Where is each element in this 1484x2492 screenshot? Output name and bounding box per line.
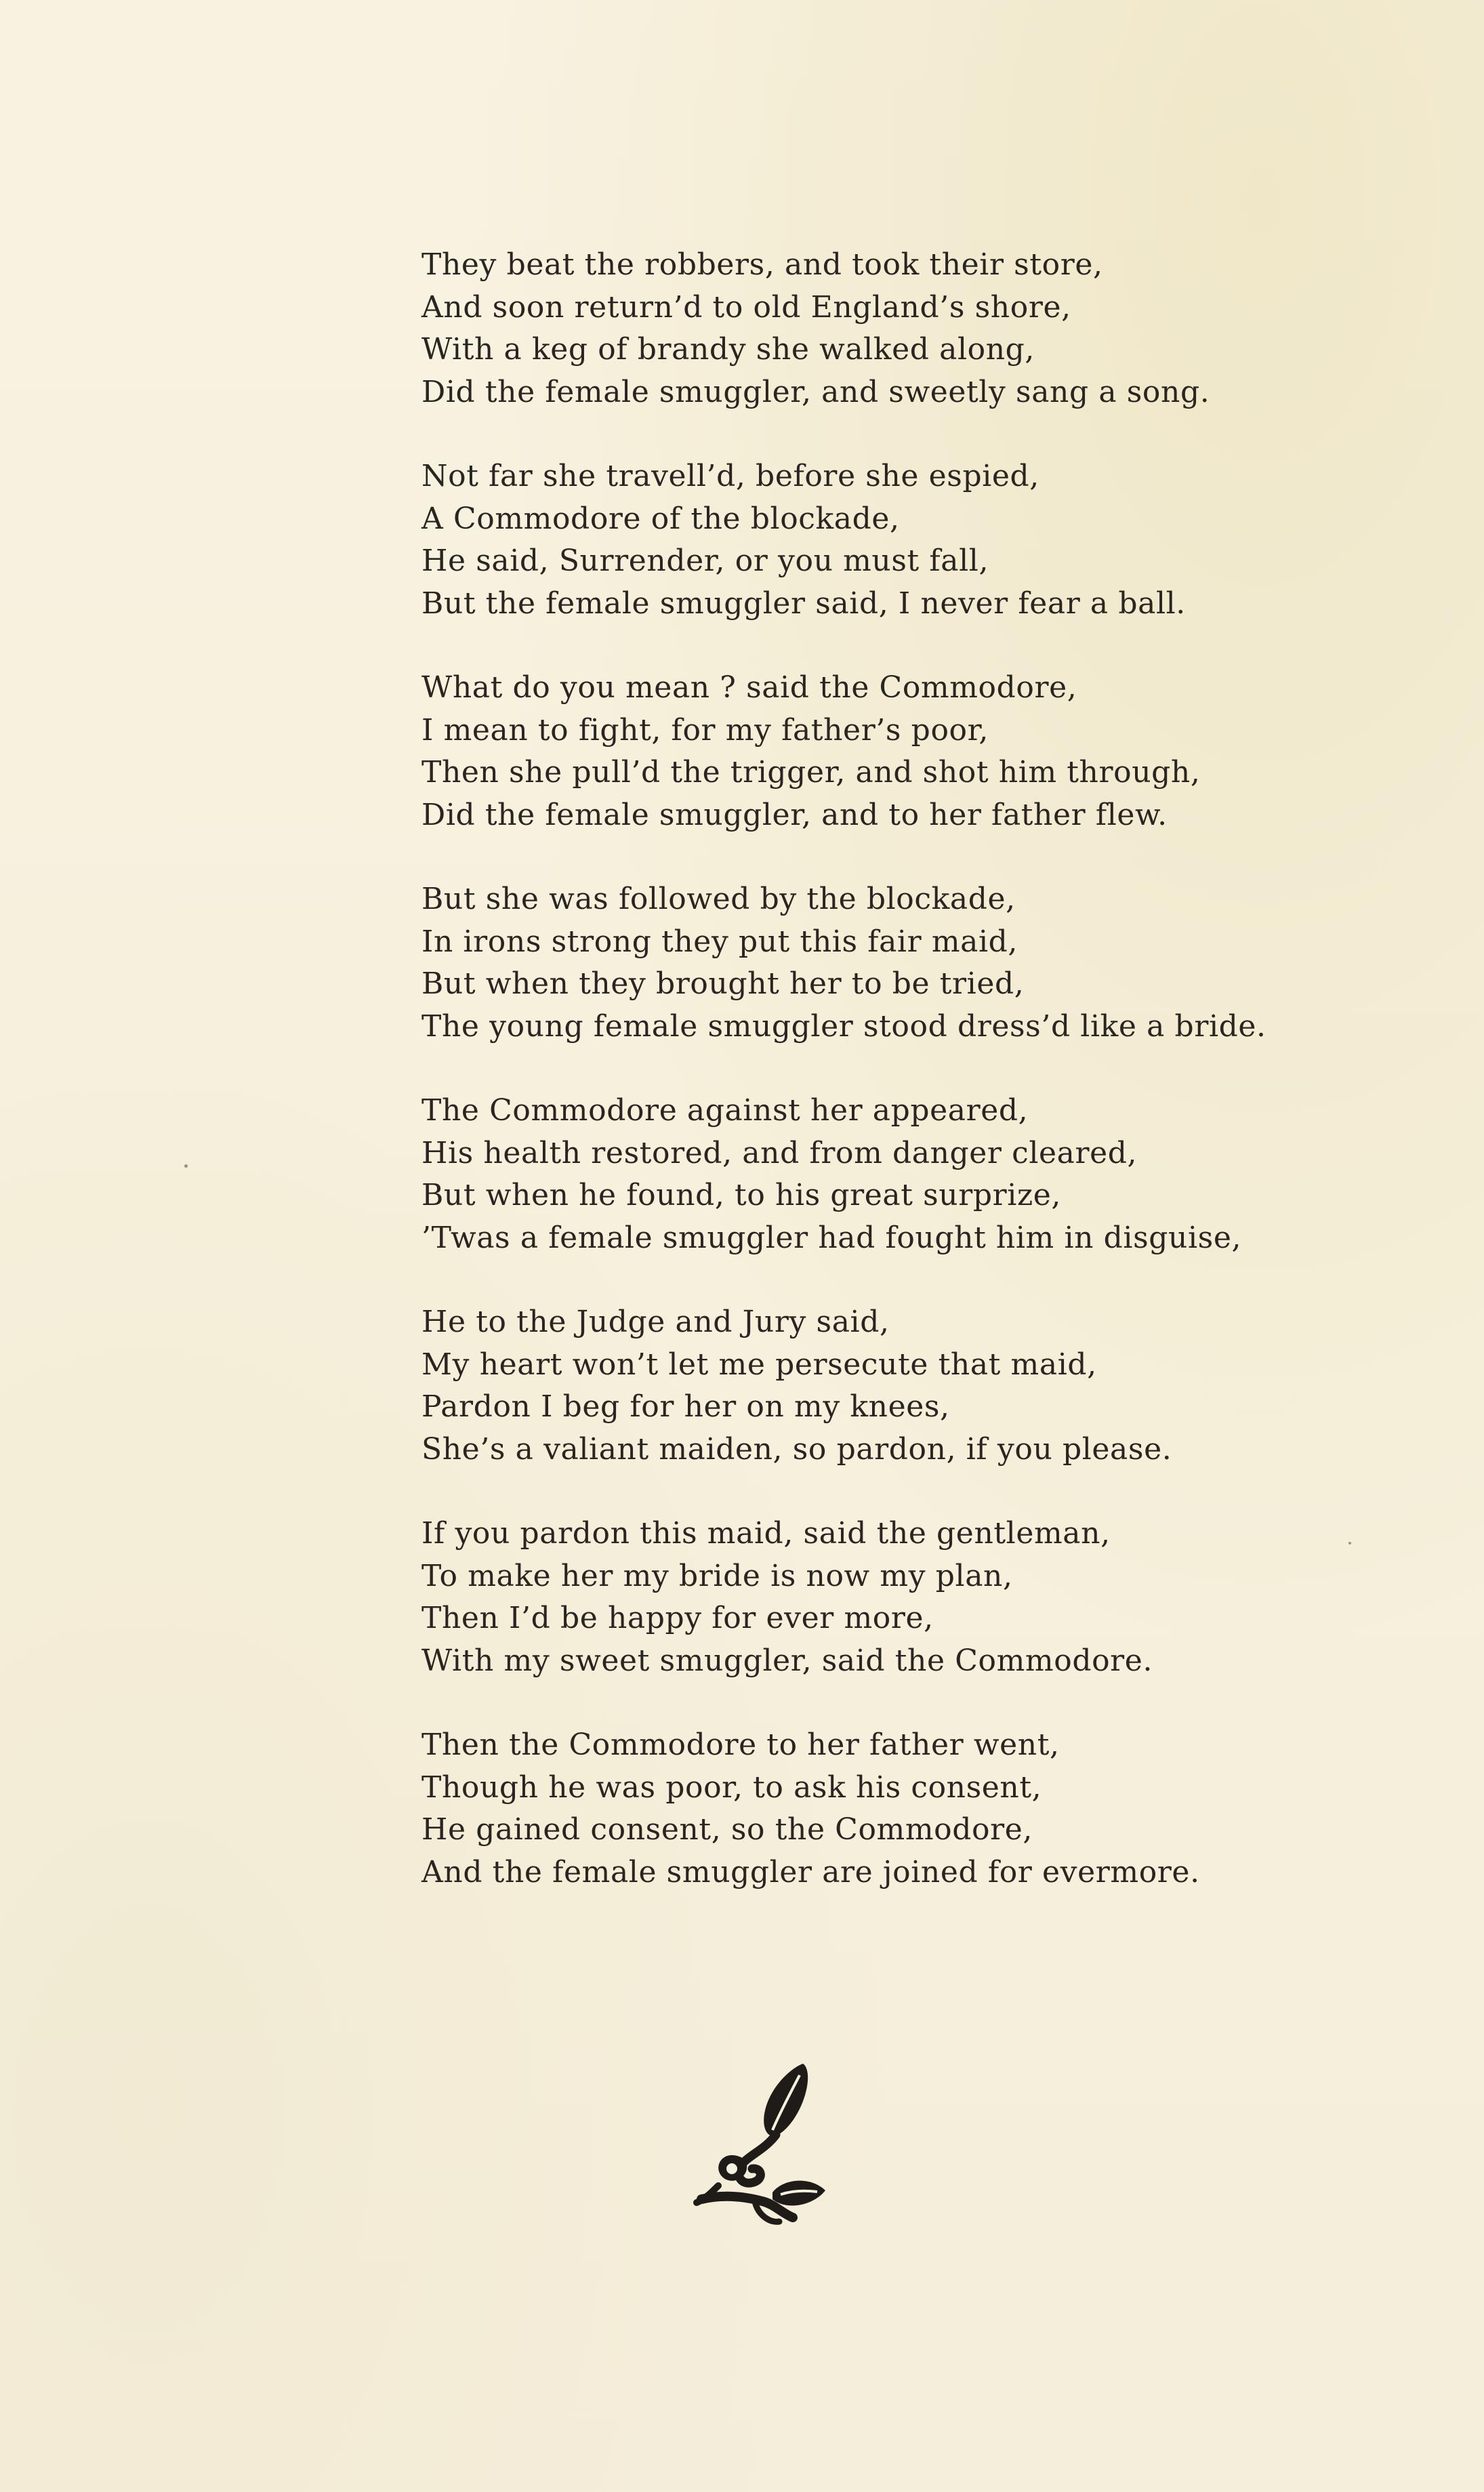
poem-line: They beat the robbers, and took their store, (421, 247, 1103, 282)
poem-line: If you pardon this maid, said the gentleman, (421, 1516, 1111, 1551)
poem-line: And soon return’d to old England’s shore, (421, 289, 1071, 325)
poem-line: What do you mean ? said the Commodore, (421, 670, 1077, 705)
stanza (421, 1090, 1323, 1259)
poem-line: She’s a valiant maiden, so pardon, if you please. (421, 1431, 1172, 1467)
poem-line: I mean to fight, for my father’s poor, (421, 712, 989, 748)
poem-line: Not far she travell’d, before she espied, (421, 459, 1039, 493)
poem-line: Did the female smuggler, and sweetly sang a song. (421, 374, 1210, 409)
stanza (421, 1513, 1323, 1682)
poem-line: Then she pull’d the trigger, and shot him through, (421, 755, 1201, 790)
poem-line: ’Twas a female smuggler had fought him in disguise, (421, 1220, 1242, 1255)
poem-line: But when he found, to his great surprize, (421, 1178, 1061, 1212)
poem-line: Though he was poor, to ask his consent, (421, 1770, 1042, 1805)
poem-line: Then the Commodore to her father went, (421, 1728, 1060, 1762)
stanza (421, 878, 1323, 1048)
poem-line: A Commodore of the blockade, (421, 501, 900, 536)
poem-line: He gained consent, so the Commodore, (421, 1812, 1033, 1847)
stanza (421, 455, 1323, 625)
poem-line: He said, Surrender, or you must fall, (421, 544, 989, 578)
poem-line: With my sweet smuggler, said the Commodore. (421, 1643, 1153, 1678)
poem-line: Pardon I beg for her on my knees, (421, 1389, 950, 1424)
paper-speck (184, 1164, 188, 1168)
poem-line: And the female smuggler are joined for evermore. (421, 1854, 1200, 1890)
paper-speck (1348, 1542, 1351, 1545)
poem-line: But she was followed by the blockade, (421, 882, 1016, 916)
poem-line: To make her my bride is now my plan, (421, 1558, 1013, 1593)
leaf-sprig-icon (691, 2060, 833, 2230)
stanza (421, 244, 1323, 413)
poem-line: But when they brought her to be tried, (421, 966, 1025, 1001)
poem-line: With a keg of brandy she walked along, (421, 332, 1035, 367)
poem-body (421, 244, 1323, 1936)
poem-line: But the female smuggler said, I never fear a ball. (421, 586, 1186, 621)
stanza (421, 1301, 1323, 1471)
stanza (421, 667, 1323, 836)
poem-line: My heart won’t let me persecute that maid, (421, 1347, 1097, 1382)
poem-line: Then I’d be happy for ever more, (421, 1601, 934, 1635)
stanza (421, 1724, 1323, 1894)
poem-line: He to the Judge and Jury said, (421, 1305, 890, 1339)
poem-line: His health restored, and from danger cleared, (421, 1135, 1138, 1170)
poem-line: The young female smuggler stood dress’d like a bride. (421, 1008, 1266, 1044)
poem-line: In irons strong they put this fair maid, (421, 924, 1018, 959)
poem-line: Did the female smuggler, and to her father flew. (421, 797, 1168, 832)
poem-line: The Commodore against her appeared, (421, 1093, 1029, 1128)
